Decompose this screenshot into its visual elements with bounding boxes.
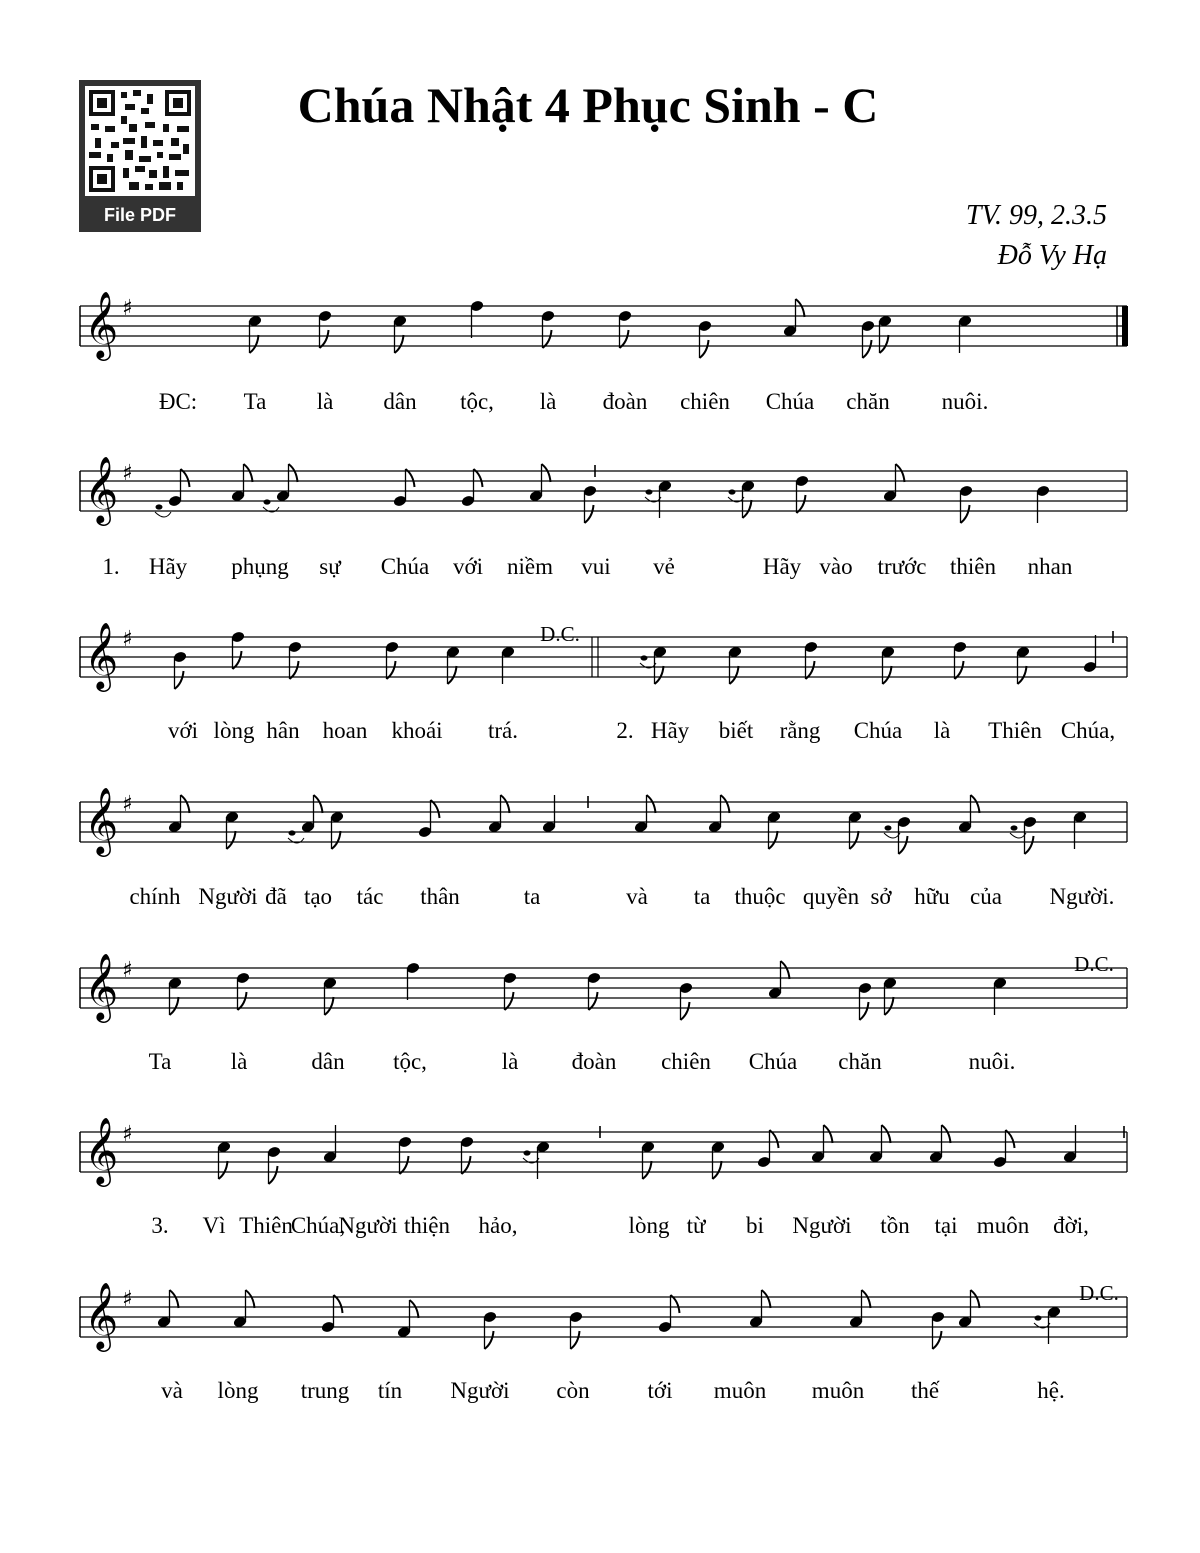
note bbox=[231, 464, 253, 502]
lyric-word: Người bbox=[450, 1378, 510, 1403]
staff-notation bbox=[0, 928, 1200, 1048]
lyric-word: niềm bbox=[507, 554, 553, 579]
note bbox=[503, 972, 518, 1010]
note bbox=[155, 469, 190, 517]
note bbox=[1073, 811, 1088, 849]
lyric-word: Chúa bbox=[748, 1049, 798, 1074]
lyric-word: Ta bbox=[243, 389, 267, 414]
note bbox=[168, 795, 190, 833]
dc-marking: D.C. bbox=[1074, 952, 1114, 976]
lyric-word: Vì bbox=[202, 1213, 226, 1238]
note bbox=[861, 320, 876, 358]
lyric-word: chiên bbox=[680, 389, 730, 414]
treble-clef-icon: 𝄞 bbox=[84, 290, 119, 358]
lyric-word: với bbox=[452, 554, 484, 579]
lyric-word: Chúa bbox=[380, 554, 430, 579]
note bbox=[460, 1136, 475, 1174]
staff-system-2 bbox=[0, 431, 1200, 611]
key-signature-sharp-icon: ♯ bbox=[122, 1287, 133, 1312]
qr-code-icon bbox=[85, 86, 195, 196]
staff-notation bbox=[0, 266, 1200, 386]
staff-system-1 bbox=[0, 266, 1200, 446]
lyric-word: tộc, bbox=[393, 1049, 427, 1074]
note bbox=[157, 1290, 179, 1328]
staff-system-6 bbox=[0, 1092, 1200, 1272]
note bbox=[393, 315, 408, 353]
lyric-word: thuộc bbox=[734, 884, 786, 909]
note bbox=[993, 1130, 1015, 1168]
lyric-word: còn bbox=[556, 1378, 590, 1403]
lyric-word: bi bbox=[746, 1213, 764, 1238]
lyric-word: Hãy bbox=[762, 554, 802, 579]
note bbox=[849, 1290, 871, 1328]
note bbox=[541, 310, 556, 348]
lyric-word: chăn bbox=[838, 1049, 882, 1074]
note bbox=[993, 977, 1008, 1015]
lyric-word: thân bbox=[420, 884, 460, 909]
key-signature-sharp-icon: ♯ bbox=[122, 627, 133, 652]
note bbox=[811, 1125, 833, 1163]
note bbox=[501, 646, 516, 684]
lyric-word: đã bbox=[265, 884, 287, 909]
note bbox=[645, 480, 672, 518]
lyric-word: tạo bbox=[303, 884, 333, 909]
lyric-word: tác bbox=[356, 884, 384, 909]
note bbox=[385, 641, 400, 679]
note bbox=[679, 982, 694, 1020]
lyric-word: 2. bbox=[616, 718, 634, 743]
note bbox=[1083, 635, 1098, 673]
note bbox=[470, 300, 485, 338]
note bbox=[929, 1125, 951, 1163]
staff-notation bbox=[0, 762, 1200, 882]
lyric-word: nuôi. bbox=[941, 389, 989, 414]
staff-system-3 bbox=[0, 597, 1200, 777]
note bbox=[640, 646, 667, 684]
lyric-word: Hãy bbox=[148, 554, 188, 579]
lyric-word: hoan bbox=[322, 718, 368, 743]
note bbox=[488, 795, 510, 833]
note bbox=[393, 469, 415, 507]
note bbox=[569, 1311, 584, 1349]
note bbox=[330, 811, 345, 849]
lyric-word: Thiên bbox=[988, 718, 1042, 743]
note bbox=[236, 972, 251, 1010]
lyric-word: và bbox=[161, 1378, 183, 1403]
lyric-word: chiên bbox=[661, 1049, 711, 1074]
note bbox=[931, 1311, 946, 1349]
lyric-word: ta bbox=[523, 884, 541, 909]
lyric-word: Người bbox=[338, 1213, 398, 1238]
lyric-word: trung bbox=[300, 1378, 350, 1403]
lyric-word: tại bbox=[934, 1213, 958, 1238]
lyric-word: Người bbox=[198, 884, 258, 909]
note bbox=[583, 485, 598, 523]
note bbox=[406, 962, 421, 1000]
lyric-word: Thiên bbox=[239, 1213, 293, 1238]
treble-clef-icon: 𝄞 bbox=[84, 455, 119, 523]
lyric-word: là bbox=[933, 718, 951, 743]
lyric-word: trá. bbox=[487, 718, 519, 743]
psalm-reference: TV. 99, 2.3.5 bbox=[965, 200, 1107, 231]
lyric-word: nuôi. bbox=[968, 1049, 1016, 1074]
note bbox=[959, 485, 974, 523]
lyric-word: lòng bbox=[217, 1378, 259, 1403]
lyric-word: tồn bbox=[880, 1213, 910, 1238]
lyric-word: ĐC: bbox=[158, 389, 198, 414]
treble-clef-icon: 𝄞 bbox=[84, 621, 119, 689]
lyric-word: Chúa, bbox=[1060, 718, 1116, 743]
key-signature-sharp-icon: ♯ bbox=[122, 1122, 133, 1147]
note bbox=[1016, 646, 1031, 684]
treble-clef-icon: 𝄞 bbox=[84, 1281, 119, 1349]
staff-notation bbox=[0, 431, 1200, 551]
lyric-word: rằng bbox=[779, 718, 821, 743]
lyric-word: lòng bbox=[213, 718, 255, 743]
lyric-word: muôn bbox=[713, 1378, 767, 1403]
lyric-word: là bbox=[316, 389, 334, 414]
note bbox=[767, 811, 782, 849]
lyric-word: Chúa bbox=[853, 718, 903, 743]
note bbox=[587, 972, 602, 1010]
lyric-word: tín bbox=[377, 1378, 403, 1403]
lyric-word: phụng bbox=[231, 554, 289, 579]
note bbox=[783, 299, 805, 337]
composer-name: Đỗ Vy Hạ bbox=[997, 240, 1107, 271]
note bbox=[869, 1125, 891, 1163]
note bbox=[711, 1141, 726, 1179]
staff-system-7 bbox=[0, 1257, 1200, 1437]
note bbox=[641, 1141, 656, 1179]
staff-notation bbox=[0, 597, 1200, 717]
lyric-word: tới bbox=[647, 1378, 673, 1403]
note bbox=[446, 646, 461, 684]
lyric-word: khoái bbox=[391, 718, 443, 743]
staff-notation bbox=[0, 1257, 1200, 1377]
dc-marking: D.C. bbox=[540, 622, 580, 646]
note bbox=[267, 1146, 282, 1184]
note bbox=[529, 464, 551, 502]
lyric-word: đoàn bbox=[602, 389, 648, 414]
key-signature-sharp-icon: ♯ bbox=[122, 296, 133, 321]
note bbox=[804, 641, 819, 679]
note bbox=[958, 315, 973, 353]
lyric-word: chăn bbox=[846, 389, 890, 414]
note bbox=[749, 1290, 771, 1328]
staff-system-4 bbox=[0, 762, 1200, 942]
lyric-word: là bbox=[230, 1049, 248, 1074]
note bbox=[461, 469, 483, 507]
lyric-word: Người. bbox=[1049, 884, 1115, 909]
note bbox=[1063, 1125, 1078, 1163]
note bbox=[173, 651, 188, 689]
lyric-word: vào bbox=[819, 554, 853, 579]
note bbox=[795, 475, 810, 513]
note bbox=[768, 961, 790, 999]
lyric-word: và bbox=[626, 884, 648, 909]
lyric-word: hữu bbox=[914, 884, 950, 909]
lyric-word: vui bbox=[581, 554, 611, 579]
note bbox=[878, 315, 893, 353]
lyric-word: hệ. bbox=[1037, 1378, 1065, 1403]
lyric-word: quyền bbox=[802, 884, 860, 909]
note bbox=[884, 816, 911, 854]
lyric-word: là bbox=[501, 1049, 519, 1074]
lyric-word: Ta bbox=[148, 1049, 172, 1074]
note bbox=[418, 800, 440, 838]
lyric-word: hân bbox=[266, 718, 300, 743]
lyric-word: thế bbox=[910, 1378, 940, 1403]
note bbox=[483, 1311, 498, 1349]
lyric-word: Người bbox=[792, 1213, 852, 1238]
lyric-word: sự bbox=[319, 554, 341, 579]
note bbox=[953, 641, 968, 679]
lyric-word: sở bbox=[870, 884, 892, 909]
final-barline bbox=[1122, 306, 1128, 346]
lyric-word: đời, bbox=[1053, 1213, 1089, 1238]
lyric-word: Chúa bbox=[765, 389, 815, 414]
lyric-word: Chúa, bbox=[290, 1213, 346, 1238]
note bbox=[542, 795, 557, 833]
lyric-word: trước bbox=[877, 554, 927, 579]
note bbox=[398, 1136, 413, 1174]
note bbox=[858, 982, 873, 1020]
staff-system-5 bbox=[0, 928, 1200, 1108]
lyric-word: 1. bbox=[102, 554, 120, 579]
lyric-word: Hãy bbox=[650, 718, 690, 743]
note bbox=[248, 315, 263, 353]
note bbox=[233, 1290, 255, 1328]
note bbox=[728, 480, 755, 518]
note bbox=[958, 1290, 980, 1328]
note bbox=[728, 646, 743, 684]
treble-clef-icon: 𝄞 bbox=[84, 1116, 119, 1184]
note bbox=[168, 977, 183, 1015]
note bbox=[323, 1125, 338, 1163]
note bbox=[323, 977, 338, 1015]
note bbox=[848, 811, 863, 849]
lyric-word: 3. bbox=[151, 1213, 169, 1238]
lyric-word: nhan bbox=[1027, 554, 1073, 579]
lyric-word: muôn bbox=[976, 1213, 1030, 1238]
note bbox=[958, 795, 980, 833]
note bbox=[231, 631, 246, 669]
note bbox=[883, 464, 905, 502]
lyric-word: biết bbox=[718, 718, 754, 743]
note bbox=[225, 811, 240, 849]
lyric-word: hảo, bbox=[478, 1213, 518, 1238]
note bbox=[217, 1141, 232, 1179]
lyric-word: chính bbox=[129, 884, 181, 909]
lyric-word: muôn bbox=[811, 1378, 865, 1403]
key-signature-sharp-icon: ♯ bbox=[122, 792, 133, 817]
note bbox=[288, 641, 303, 679]
note bbox=[883, 977, 898, 1015]
note bbox=[634, 795, 656, 833]
note bbox=[658, 1295, 680, 1333]
note bbox=[618, 310, 633, 348]
note bbox=[708, 795, 730, 833]
lyric-word: thiện bbox=[404, 1213, 450, 1238]
note bbox=[1034, 1306, 1061, 1344]
lyric-word: từ bbox=[686, 1213, 706, 1238]
note bbox=[757, 1130, 779, 1168]
treble-clef-icon: 𝄞 bbox=[84, 786, 119, 854]
lyric-word: dân bbox=[383, 389, 417, 414]
note bbox=[523, 1141, 550, 1179]
page-title: Chúa Nhật 4 Phục Sinh - C bbox=[297, 77, 879, 133]
staff-notation bbox=[0, 1092, 1200, 1212]
key-signature-sharp-icon: ♯ bbox=[122, 461, 133, 486]
lyric-word: của bbox=[970, 884, 1002, 909]
lyric-word: thiên bbox=[950, 554, 996, 579]
lyric-word: dân bbox=[311, 1049, 345, 1074]
note bbox=[881, 646, 896, 684]
lyric-word: đoàn bbox=[571, 1049, 617, 1074]
note bbox=[1036, 485, 1051, 523]
note bbox=[397, 1300, 419, 1338]
key-signature-sharp-icon: ♯ bbox=[122, 958, 133, 983]
lyric-word: là bbox=[539, 389, 557, 414]
note bbox=[321, 1295, 343, 1333]
note bbox=[1010, 816, 1037, 854]
lyric-word: lòng bbox=[628, 1213, 670, 1238]
treble-clef-icon: 𝄞 bbox=[84, 952, 119, 1020]
dc-marking: D.C. bbox=[1079, 1281, 1119, 1305]
lyric-word: vẻ bbox=[653, 554, 675, 579]
note bbox=[698, 320, 713, 358]
lyric-word: với bbox=[167, 718, 199, 743]
lyric-word: ta bbox=[693, 884, 711, 909]
qr-label: File PDF bbox=[103, 205, 176, 225]
note bbox=[318, 310, 333, 348]
lyric-word: tộc, bbox=[460, 389, 494, 414]
qr-code-badge[interactable] bbox=[79, 80, 201, 232]
